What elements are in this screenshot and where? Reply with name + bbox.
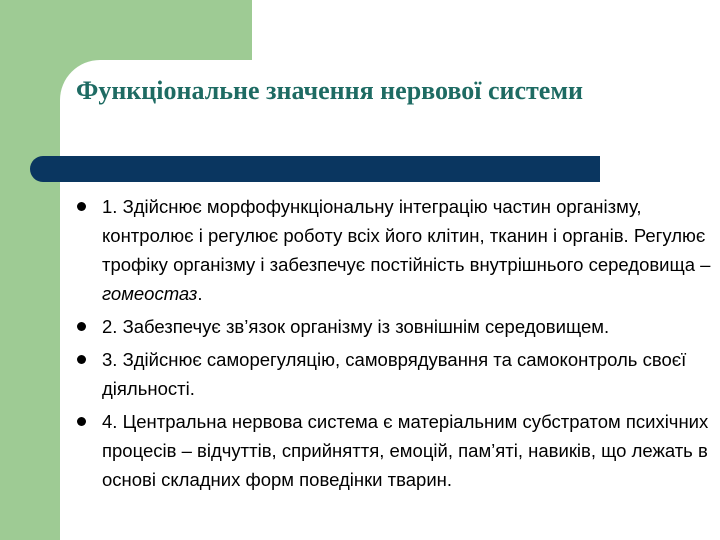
bullet-item-4-text: 4. Центральна нервова система є матеріальним субстратом психічних процесів – відчуттів, сприйняття, емоцій, пам’яті, навиків, що лежать в основі складних форм поведінки тварин. bbox=[102, 411, 709, 490]
bullet-item-1 bbox=[76, 192, 712, 308]
slide-title: Функціональне значення нервової системи bbox=[76, 76, 584, 105]
bullet-item-1-end: . bbox=[197, 283, 203, 304]
bullet-item-2-text: 2. Забезпечує зв’язок організму із зовнішнім середовищем. bbox=[102, 316, 610, 337]
bullet-item-1-text: 1. Здійснює морфофункціональну інтеграцію частин організму, контролює і регулює роботу всіх його клітин, тканин і органів. Регулює трофіку організму і забезпечує постійність внутрішнього середовища – bbox=[102, 196, 711, 275]
title-divider-bar bbox=[30, 156, 600, 182]
bullet-item-4 bbox=[76, 407, 712, 494]
bullet-item-3-text: 3. Здійснює саморегуляцію, самоврядування та самоконтроль своєї діяльності. bbox=[102, 349, 687, 399]
bullet-list bbox=[76, 192, 712, 498]
bullet-item-1-emphasis: гомеостаз bbox=[102, 283, 198, 304]
bullet-item-2 bbox=[76, 312, 712, 341]
bullet-dot-icon bbox=[77, 202, 86, 211]
bullet-dot-icon bbox=[77, 355, 86, 364]
bullet-dot-icon bbox=[77, 417, 86, 426]
bullet-dot-icon bbox=[77, 322, 86, 331]
bullet-item-3 bbox=[76, 345, 712, 403]
